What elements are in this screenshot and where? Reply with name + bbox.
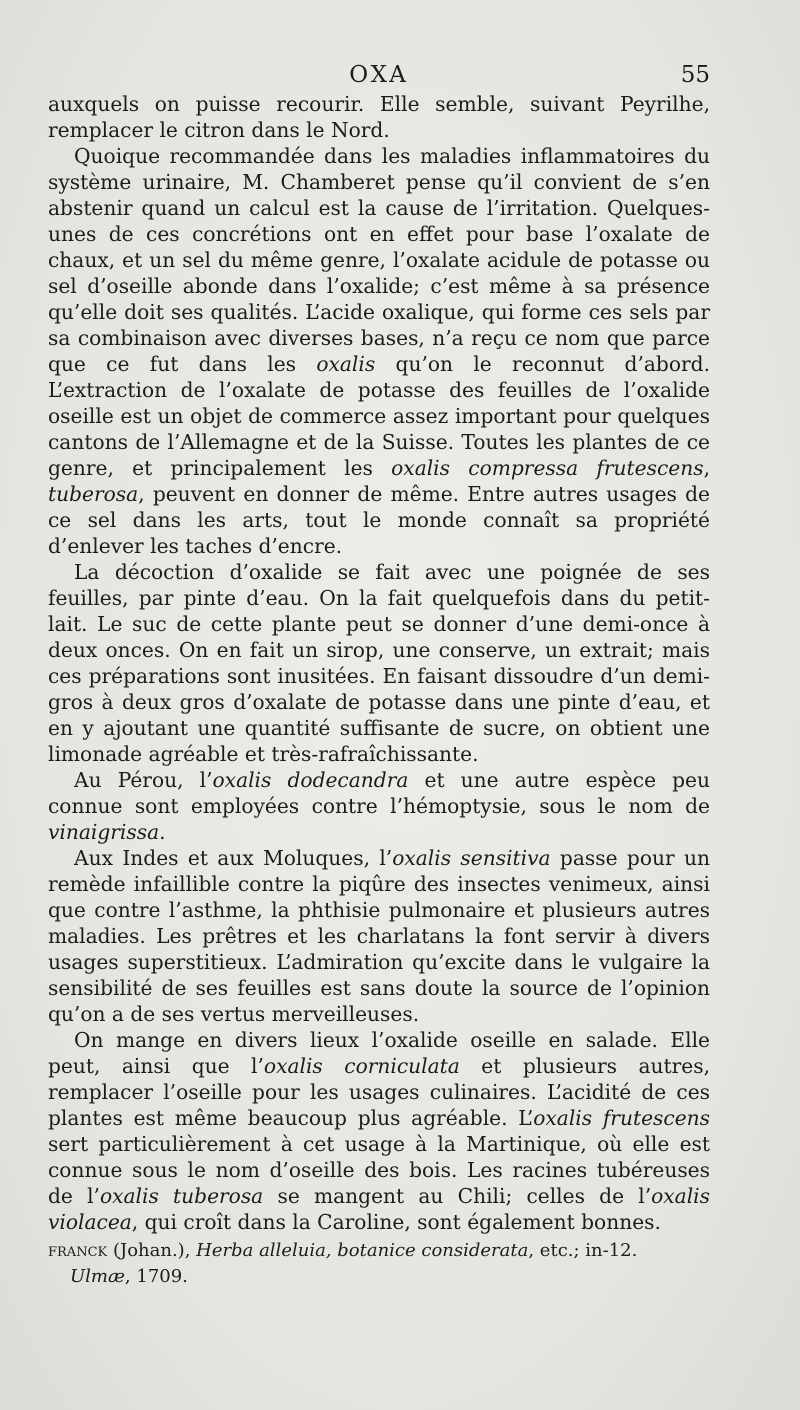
text-run: . bbox=[159, 820, 166, 844]
running-head bbox=[48, 62, 710, 92]
text-run: qu’on le reconnut d’abord. L’extraction de l’oxalate de potasse des feuilles de l’oxalide oseille est un objet de commerce assez important pour quelques cantons de l’Allemagne et de la Suisse. Toutes les plantes de ce genre, et principalement les bbox=[48, 352, 710, 480]
italic-term: vinaigrissa bbox=[48, 820, 160, 844]
footnote-rest: , etc.; in-12. bbox=[528, 1240, 638, 1261]
text-run: Au Pérou, l’ bbox=[74, 768, 213, 792]
footnote-author: franck bbox=[48, 1240, 108, 1261]
paragraph bbox=[48, 91, 710, 143]
footnote-author-rest: (Johan.), bbox=[107, 1240, 197, 1261]
text-run: auxquels on puisse recourir. Elle semble, suivant Peyrilhe, remplacer le citron dans le Nord. bbox=[48, 92, 710, 142]
body-text bbox=[48, 91, 710, 1235]
footnote-line-2 bbox=[48, 1264, 728, 1290]
footnote bbox=[48, 1238, 728, 1290]
text-run: , peuvent en donner de même. Entre autres usages de ce sel dans les arts, tout le monde connaît sa propriété d’enlever les taches d’encre. bbox=[48, 482, 710, 558]
text-run: sert particulièrement à cet usage à la Martinique, où elle est connue sous le nom d’oseille des bois. Les racines tubéreuses de l’ bbox=[48, 1132, 710, 1208]
italic-term: oxalis sensitiva bbox=[392, 846, 551, 870]
paragraph bbox=[48, 767, 710, 845]
paragraph bbox=[48, 143, 710, 559]
text-run: et une autre espèce peu connue sont employées contre l’hémoptysie, sous le nom de bbox=[48, 768, 710, 818]
footnote-place: Ulmæ bbox=[70, 1266, 125, 1287]
italic-term: oxalis corniculata bbox=[263, 1054, 460, 1078]
italic-term: tuberosa bbox=[48, 482, 139, 506]
italic-term: oxalis dodecandra bbox=[212, 768, 409, 792]
text-run: La décoction d’oxalide se fait avec une poignée de ses feuilles, par pinte d’eau. On la fait quelquefois dans du petit-lait. Le suc de cette plante peut se donner d’une demi-once à deux onces. On en fait un sirop, une conserve, un extrait; mais ces préparations sont inusitées. En faisant dissoudre d’un demi-gros à deux gros d’oxalate de potasse dans une pinte d’eau, et en y ajoutant une quantité suffisante de sucre, on obtient une limonade agréable et très-rafraîchissante. bbox=[48, 560, 710, 766]
paragraph bbox=[48, 559, 710, 767]
italic-term: oxalis frutescens bbox=[533, 1106, 710, 1130]
page-number: 55 bbox=[680, 62, 710, 88]
text-run: , qui croît dans la Caroline, sont également bonnes. bbox=[131, 1210, 661, 1234]
footnote-year: , 1709. bbox=[124, 1266, 188, 1287]
text-run: passe pour un remède infaillible contre la piqûre des insectes venimeux, ainsi que contre l’asthme, la phthisie pulmonaire et plusieurs autres maladies. Les prêtres et les charlatans la font servir à divers usages superstitieux. L’admiration qu’excite dans le vulgaire la sensibilité de ses feuilles est sans doute la source de l’opinion qu’on a de ses vertus merveilleuses. bbox=[48, 846, 710, 1026]
text-run: Aux Indes et aux Moluques, l’ bbox=[74, 846, 393, 870]
paragraph bbox=[48, 1027, 710, 1235]
text-run: On mange en divers lieux l’oxalide oseille en salade. Elle peut, ainsi que l’ bbox=[48, 1028, 710, 1078]
text-run: et plusieurs autres, remplacer l’oseille pour les usages culinaires. L’acidité de ces plantes est même beaucoup plus agréable. L’ bbox=[48, 1054, 710, 1130]
paragraph bbox=[48, 845, 710, 1027]
italic-term: oxalis compressa frutescens bbox=[391, 456, 704, 480]
text-run: Quoique recommandée dans les maladies inflammatoires du système urinaire, M. Chamberet pense qu’il convient de s’en abstenir quand un calcul est la cause de l’irritation. Quelques-unes de ces concrétions ont en effet pour base l’oxalate de chaux, et un sel du même genre, l’oxalate acidule de potasse ou sel d’oseille abonde dans l’oxalide; c’est même à sa présence qu’elle doit ses qualités. L’acide oxalique, qui forme ces sels par sa combinaison avec diverses bases, n’a reçu ce nom que parce que ce fut dans les bbox=[48, 144, 710, 376]
text-run: , bbox=[703, 456, 710, 480]
italic-term: oxalis bbox=[316, 352, 376, 376]
italic-term: oxalis tuberosa bbox=[99, 1184, 264, 1208]
footnote-title: Herba alleluia, botanice considerata bbox=[196, 1240, 529, 1261]
footnote-line-1 bbox=[48, 1238, 728, 1264]
text-run: se mangent au Chili; celles de l’ bbox=[263, 1184, 652, 1208]
running-title: OXA bbox=[349, 62, 409, 88]
italic-term: oxalis violacea bbox=[48, 1184, 710, 1234]
